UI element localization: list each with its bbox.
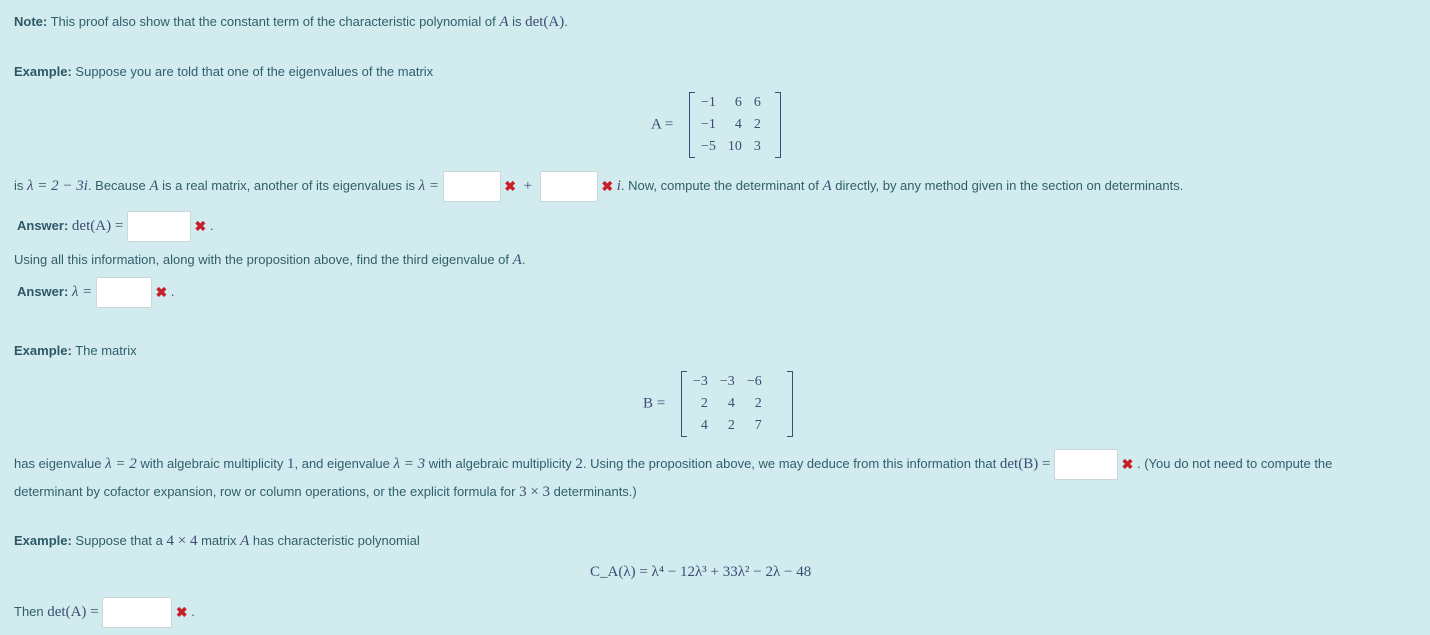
answer-eigenvalue-line: Answer: λ = ✖ .: [17, 277, 175, 308]
matrix-entry: −3: [693, 374, 708, 389]
incorrect-icon: ✖: [155, 284, 168, 300]
matrix-entry: 4: [700, 418, 708, 433]
matrix-entry: −1: [701, 117, 716, 132]
incorrect-icon: ✖: [1121, 456, 1134, 472]
characteristic-polynomial: C_A(λ) = λ⁴ − 12λ³ + 33λ² − 2λ − 48: [590, 564, 812, 580]
example2-intro: Example: The matrix: [14, 343, 137, 358]
conjugate-imag-input[interactable]: [540, 171, 598, 202]
matrix-entry: 4: [727, 396, 735, 411]
matrix-entry: 6: [734, 95, 742, 110]
example-label: Example:: [14, 64, 72, 79]
matrix-entry: 3: [753, 139, 761, 154]
matrix-entry: 2: [753, 117, 761, 132]
incorrect-icon: ✖: [175, 604, 188, 620]
matrix-entry: 6: [753, 95, 761, 110]
matrix-row: [687, 415, 768, 437]
example2-line1: has eigenvalue λ = 2 with algebraic multiplicity 1, and eigenvalue λ = 3 with algebraic multiplicity 2. Using the proposition above, we may deduce from this information that det(B) = ✖ . (You do not need to compute the: [14, 449, 1332, 480]
example3-intro: Example: Suppose that a 4 × 4 matrix A has characteristic polynomial: [14, 533, 420, 549]
then-det-line: Then det(A) = ✖ .: [14, 597, 195, 628]
note-label: Note:: [14, 14, 48, 29]
answer-det-line: Answer: det(A) = ✖ .: [17, 211, 214, 242]
matrix-row: [687, 371, 768, 393]
matrix-row: [695, 136, 767, 158]
example2-line2: determinant by cofactor expansion, row or column operations, or the explicit formula for 3 × 3 determinants.): [14, 484, 637, 500]
matrix-entry: −6: [746, 374, 762, 389]
matrix-entry: −5: [701, 139, 716, 154]
matrix-row: [695, 92, 767, 114]
matrix-row: [695, 114, 767, 136]
matrix-entry: 2: [727, 418, 735, 433]
matrix-A: A = −1 6 6 −1 4 2 −5 10 3: [651, 92, 791, 158]
matrix-entry: 7: [754, 418, 762, 433]
example1-intro: Example: Suppose you are told that one of the eigenvalues of the matrix: [14, 64, 434, 79]
matrix-entry: 2: [754, 396, 762, 411]
incorrect-icon: ✖: [601, 178, 614, 194]
incorrect-icon: ✖: [504, 178, 517, 194]
matrix-entry: −3: [719, 374, 735, 389]
third-eigenvalue-input[interactable]: [96, 277, 152, 308]
example1-line: is λ = 2 − 3i. Because A is a real matrix, another of its eigenvalues is λ = ✖ + ✖ i. Now, compute the determinant of A directly, by any method given in the section on determinants.: [14, 171, 1183, 202]
matrix-entry: 4: [734, 117, 742, 132]
matrix-row: [687, 393, 768, 415]
conjugate-real-input[interactable]: [443, 171, 501, 202]
matrix-entry: −1: [701, 95, 716, 110]
note-line: Note: This proof also show that the constant term of the characteristic polynomial of A is det(A).: [14, 14, 568, 30]
det-A-input[interactable]: [127, 211, 191, 242]
matrix-entry: 2: [700, 396, 708, 411]
incorrect-icon: ✖: [194, 218, 207, 234]
det-B-input[interactable]: [1054, 449, 1118, 480]
matrix-B: B = −3 −3 −6 2 4 2 4 2 7: [643, 371, 795, 437]
using-info-line: Using all this information, along with the proposition above, find the third eigenvalue of A.: [14, 252, 526, 268]
matrix-entry: 10: [727, 139, 742, 154]
det-A-4x4-input[interactable]: [102, 597, 172, 628]
